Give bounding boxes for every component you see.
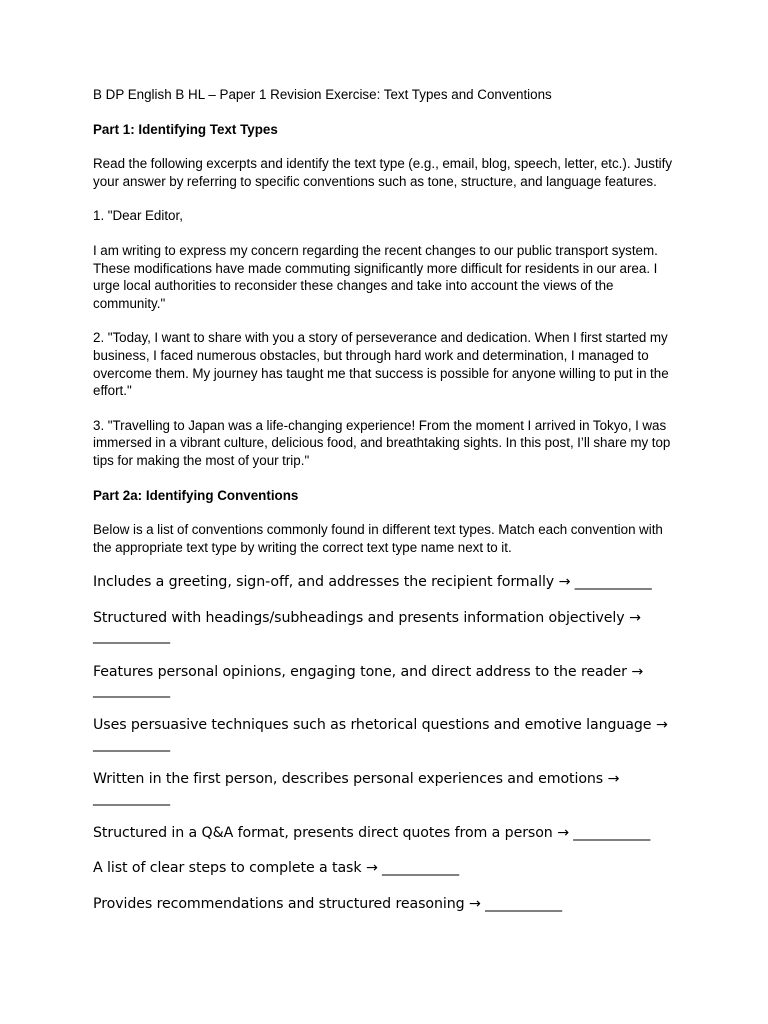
excerpt-3: 3. "Travelling to Japan was a life-changing experience! From the moment I arrived in Tokyo, I was immersed in a vibrant culture, delicious food, and breathtaking sights. In this post, I’ll share my top tips for making the most of your trip." <box>93 417 671 468</box>
excerpt-1-body: I am writing to express my concern regarding the recent changes to our public transport system. These modifications have made commuting significantly more difficult for residents in our area. I urge local authorities to reconsider these changes and take into account the views of the community." <box>93 242 658 311</box>
conventions-list <box>93 573 683 913</box>
part1-instructions: Read the following excerpts and identify the text type (e.g., email, blog, speech, letter, etc.). Justify your answer by referring to specific conventions such as tone, structure, and language features. <box>93 156 673 189</box>
document-title: B DP English B HL – Paper 1 Revision Exercise: Text Types and Conventions <box>93 87 552 102</box>
document-page <box>93 86 683 930</box>
convention-item: Written in the first person, describes personal experiences and emotions → ___________ <box>93 771 620 806</box>
part1-heading: Part 1: Identifying Text Types <box>93 121 278 137</box>
convention-item: Provides recommendations and structured reasoning → ___________ <box>93 895 563 912</box>
convention-item: Structured in a Q&A format, presents direct quotes from a person → ___________ <box>93 824 651 841</box>
part2a-heading: Part 2a: Identifying Conventions <box>93 487 299 503</box>
convention-item: Structured with headings/subheadings and presents information objectively → ___________ <box>93 609 641 645</box>
excerpt-2: 2. "Today, I want to share with you a story of perseverance and dedication. When I first started my business, I faced numerous obstacles, but through hard work and determination, I managed to overcome them. My journey has taught me that success is possible for anyone willing to put in the effort." <box>93 330 669 399</box>
convention-item: Includes a greeting, sign-off, and addresses the recipient formally → ___________ <box>93 574 652 591</box>
convention-item: A list of clear steps to complete a task → ___________ <box>93 860 459 877</box>
convention-item: Features personal opinions, engaging tone, and direct address to the reader → ___________ <box>93 663 644 698</box>
convention-item: Uses persuasive techniques such as rhetorical questions and emotive language → ___________ <box>93 717 668 752</box>
part2a-instructions: Below is a list of conventions commonly found in different text types. Match each convention with the appropriate text type by writing the correct text type name next to it. <box>93 522 663 555</box>
excerpt-1-opening: 1. "Dear Editor, <box>93 208 183 224</box>
